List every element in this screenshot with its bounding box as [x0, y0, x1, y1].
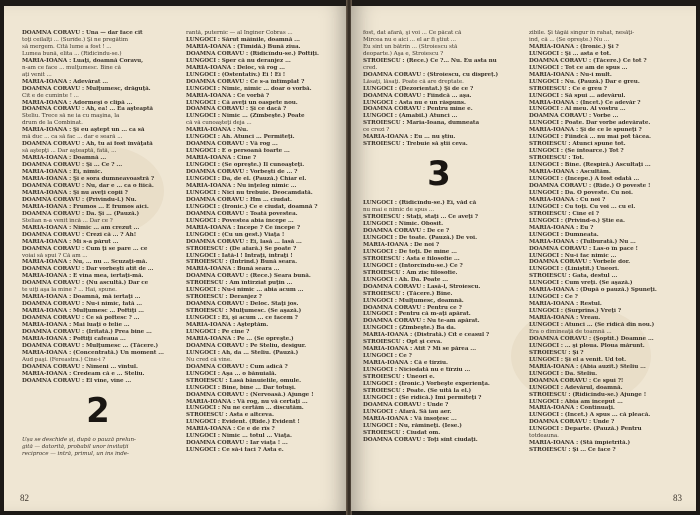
text-line: MARIA-IOANA : Şi de ce le spuneţi ?: [529, 127, 642, 134]
text-line: LUNGOCI : Nu-i fac nimic ...: [529, 252, 617, 259]
text-line: DOAMNA CORAVU : Crezi că ... ? Ah!: [22, 231, 137, 238]
text-line: DOAMNA CORAVU : Mulţumesc, drăguţă.: [22, 85, 151, 92]
text-line: LUNGOCI : Bine, bine ... Dar totuşi.: [186, 384, 296, 391]
text-line: LUNGOCI : (Ridicîndu-se.) Ei, văd că: [363, 200, 477, 207]
text-line: LUNGOCI : Iată-l ! Intraţi, intraţi !: [186, 252, 293, 259]
text-line: voiai să spui ? Că am ...: [22, 252, 88, 259]
text-line: LUNGOCI : Nimic. Obosit.: [363, 221, 443, 228]
text-line: MARIA-IOANA : Nu înţeleg nimic ...: [186, 182, 297, 189]
text-line: DOAMNA CORAVU : Pentru mine e.: [363, 106, 473, 113]
text-line: DOAMNA CORAVU : Cum ţi se pare ... ce: [22, 245, 148, 252]
text-line: MARIA-IOANA : Vă însoţesc ...: [363, 415, 457, 422]
text-line: DOAMNA CORAVU : Dar vorbeşti atît de ...: [22, 266, 154, 273]
text-line: LUNGOCI : Nimic, nimic ... doar o vorbă.: [186, 85, 312, 92]
text-line: LUNGOCI : Ei, şi acum ... ce facem ?: [186, 315, 298, 322]
text-line: MARIA-IOANA : Luaţi, doamnă Coravu,: [22, 57, 144, 64]
left-column-1-text-before: [22, 30, 174, 385]
text-line: LUNGOCI : Abia am început ...: [529, 398, 623, 405]
text-line: MARIA-IOANA : (Tulburată.) Nu ...: [529, 238, 636, 245]
text-line: LUNGOCI : Că aveţi un oaspete nou.: [186, 99, 298, 106]
text-line: MARIA-IOANA : Adormeşi o clipă ...: [22, 99, 133, 106]
text-line: LUNGOCI : De toate. (Pauză.) De voi.: [363, 234, 477, 241]
text-line: STROIESCU : (Intrînd.) Bună seara.: [186, 259, 298, 266]
text-line: DOAMNA CORAVU : Ce spui ?!: [529, 377, 624, 384]
text-line: că vă cunoaşteţi deja ...: [186, 120, 252, 127]
text-line: DOAMNA CORAVU : Cum adică ?: [186, 363, 288, 370]
text-line: DOAMNA CORAVU : Nu-i nimic, fată ...: [22, 301, 143, 308]
page-number: 83: [673, 493, 682, 503]
text-line: DOAMNA CORAVU : Vorbe ...: [529, 113, 619, 120]
text-line: DOAMNA CORAVU : Şi ce dacă ?: [186, 106, 287, 113]
text-line: MARIA-IOANA : Ei, nimic.: [22, 169, 103, 176]
text-line: DOAMNA CORAVU : (Stroiescu, cu dispreț.): [363, 71, 499, 78]
text-line: nu mai e nimic de spus ...: [363, 207, 435, 214]
text-line: LUNGOCI : Nu ne certăm ... discutăm.: [186, 405, 304, 412]
text-line: STROIESCU : Maria-Ioana, dumneata: [363, 120, 480, 127]
text-line: LUNGOCI : Sper că nu deranjez ...: [186, 57, 291, 64]
text-line: DOAMNA CORAVU : (Rîde.) O poveste !: [529, 182, 651, 189]
text-line: LUNGOCI : Nici nu trebuie. Deocamdată.: [186, 189, 313, 196]
text-line: MARIA-IOANA : Doamnă, mă iertaţi ...: [22, 294, 141, 301]
text-line: LUNGOCI : Da, de el. (Pauză.) Chiar el.: [186, 176, 307, 183]
text-line: LUNGOCI : Ce ?: [529, 294, 578, 301]
text-line: LUNGOCI : Pentru că m-aţi apărat.: [363, 311, 471, 318]
text-line: STROIESCU : Asta e filosofie ...: [363, 255, 460, 262]
chapter-marker: 3: [427, 154, 451, 195]
left-page-columns: [22, 30, 338, 457]
text-line: MARIA-IOANA : Începe ? Ce începe ?: [186, 224, 301, 231]
text-line: MARIA-IOANA : Mulţumesc ... Poftiţi ...: [22, 308, 144, 315]
text-line: STROIESCU : (De afară.) Se poate ?: [186, 245, 297, 252]
text-line: STROIESCU : Gata, destul ...: [529, 273, 618, 280]
text-line: DOAMNA CORAVU : Vă rog ...: [186, 141, 278, 148]
text-line: STROIESCU : Am zis: filosofie.: [363, 269, 458, 276]
text-line: STROIESCU : Deranjez ?: [186, 294, 262, 301]
text-line: să aştepţi ... Dar aşteaptă, fată, ...: [22, 148, 117, 155]
text-line: DOAMNA CORAVU : (Iritată.) Prea bine ...: [22, 328, 152, 335]
text-line: MARIA-IOANA : Şi eu aştept un ... ca să: [22, 127, 145, 134]
text-line: MARIA-IOANA : Vă rog, nu vă certaţi ...: [186, 398, 308, 405]
text-line: DOAMNA CORAVU : Toată povestea.: [186, 210, 298, 217]
text-line: STROIESCU : Trebuie să ştii ceva.: [363, 141, 468, 148]
text-line: rantă, puternic — al Inginer Cobras ...: [186, 30, 293, 36]
text-line: DOAMNA CORAVU : (Nu ascultă.) Dar ce: [22, 280, 149, 287]
text-line: LUNGOCI : Şi el a venit. Ud tot.: [529, 356, 627, 363]
text-line: MARIA-IOANA : Nimic ... am crezut ...: [22, 224, 140, 231]
text-line: n-am ce face ... mulţumesc. Bine că: [22, 64, 121, 71]
page-number: 82: [20, 493, 29, 503]
text-line: Stelian n-a venit încă ... Dar ce ?: [22, 217, 113, 224]
text-line: MARIA-IOANA : Ascultăm.: [529, 169, 611, 176]
text-line: MARIA-IOANA : Deloc, vă rog ...: [186, 64, 285, 71]
text-line: DOAMNA CORAVU : Pe Steliu, desigur.: [186, 342, 307, 349]
text-line: LUNGOCI : (Ironic.) Ce e ciudat, doamnă ?: [186, 203, 318, 210]
text-line: LUNGOCI : Al meu. Al vostru ...: [529, 106, 626, 113]
text-line: DOAMNA CORAVU : Deloc. Staţi jos.: [186, 301, 299, 308]
text-line: MARIA-IOANA : Mi s-a părut ...: [22, 238, 119, 245]
text-line: Era o dimineaţă de toamnă ...: [529, 328, 612, 335]
text-line: mă duc ... ca să fac ... dar e seară ...: [22, 134, 123, 141]
text-line: MARIA-IOANA : Şi nu aveţi copii ?: [22, 189, 128, 196]
right-column-1-text-before: [363, 30, 515, 148]
text-line: MARIA-IOANA : Atît ? Mi se părea ...: [363, 346, 476, 353]
text-line: LUNGOCI : E o persoană foarte ...: [186, 148, 290, 155]
text-line: MARIA-IOANA : Cu noi ?: [529, 196, 606, 203]
text-line: DOAMNA CORAVU : (Tăcere.) Ce tot ?: [529, 57, 647, 64]
text-line: LUNGOCI : Ah. Atunci ... Permiteţi.: [186, 134, 295, 141]
text-line: LUNGOCI : Şi ... asta e tot.: [529, 50, 612, 57]
text-line: LUNGOCI : (Ostentativ.) Ei ! Ei !: [186, 71, 286, 78]
text-line: LUNGOCI : Da. Steliu.: [529, 370, 598, 377]
text-line: LUNGOCI : (Liniștit.) Uneori.: [529, 266, 619, 273]
text-line: STROIESCU : Cine el ?: [529, 210, 599, 217]
text-line: MARIA-IOANA : Bună seara ...: [186, 266, 280, 273]
text-line: MARIA-IOANA : Continuaţi.: [529, 405, 615, 412]
text-line: DOAMNA CORAVU : Lasă-l, Stroiescu.: [363, 283, 481, 290]
text-line: MARIA-IOANA : (Încet.) Ce adevăr ?: [529, 99, 641, 106]
text-line: MARIA-IOANA : Credeam că e ... Steliu.: [22, 370, 145, 377]
text-line: DOAMNA CORAVU : Da. Şi ... (Pauză.): [22, 210, 140, 217]
text-line: MARIA-IOANA : (Concentrată.) Un moment ...: [22, 349, 164, 356]
text-line: Steliu. Trece să ne ia cu maşina, la: [22, 113, 120, 120]
text-line: LUNGOCI : Tot ce am de spus ...: [529, 64, 628, 71]
text-line: LUNGOCI : Nimic ... (Zîmbeşte.) Poate: [186, 113, 305, 120]
text-line: DOAMNA CORAVU : (Privindu-l.) Nu.: [22, 196, 137, 203]
text-line: MARIA-IOANA : Nu-i mult.: [529, 71, 612, 78]
text-line: STROIESCU : Opt şi ceva.: [363, 339, 443, 346]
text-line: DOAMNA CORAVU : Vorbele dor.: [529, 259, 630, 266]
text-line: STROIESCU : Staţi, staţi ... Ce aveţi ?: [363, 214, 478, 221]
text-line: DOAMNA CORAVU : Nu, dar e ... ca o fiică.: [22, 182, 154, 189]
text-line: Mircea nu e aici ... el ar fi ştiut ...: [363, 36, 456, 43]
text-line: DOAMNA CORAVU : Fiindcă ... aşa.: [363, 92, 472, 99]
chapter-marker: 2: [86, 390, 110, 431]
text-line: Eu sînt un bătrîn ... (Stroiescu stă: [363, 43, 458, 50]
text-line: Lăsaţi, lăsaţi. Poate că are dreptate.: [363, 78, 464, 85]
text-line: LUNGOCI : Nu, rămîneţi. (Iese.): [363, 422, 462, 429]
text-line: LUNGOCI : Afară. Să iau aer.: [363, 408, 452, 415]
text-line: STROIESCU : (Rece.) Ce ?... Nu. Eu asta nu: [363, 57, 497, 64]
text-line: STROIESCU : Asta e altceva.: [186, 412, 274, 419]
text-line: LUNGOCI : (Se ridică.) Îmi permiteţi ?: [363, 394, 482, 401]
text-line: ce crezi ?: [363, 127, 390, 134]
text-line: LUNGOCI : Povestea abia începe ...: [186, 217, 294, 224]
text-line: MARIA-IOANA : Ce e de rîs ?: [186, 426, 275, 433]
text-line: STROIESCU : Lasă bănuielile, omule.: [186, 377, 301, 384]
text-line: LUNGOCI : Asta nu e un răspuns.: [363, 99, 466, 106]
text-line: LUNGOCI : Evident. (Rîde.) Evident !: [186, 419, 300, 426]
text-line: MARIA-IOANA : E vina mea, iertaţi-mă.: [22, 273, 144, 280]
text-line: LUNGOCI : (Dezorientat.) Şi de ce ?: [363, 85, 474, 92]
text-line: MARIA-IOANA : Restul.: [529, 301, 602, 308]
text-line: STROIESCU : Şi ?: [529, 349, 584, 356]
text-line: MARIA-IOANA : Adevărat ...: [22, 78, 109, 85]
text-line: MARIA-IOANA : De noi ?: [363, 241, 440, 248]
text-line: MARIA-IOANA : Nu.: [186, 127, 248, 134]
text-line: STROIESCU : Am întîrziat puţin ...: [186, 280, 293, 287]
text-line: STROIESCU : Ce e greu ?: [529, 85, 607, 92]
text-line: MARIA-IOANA : (Abia auzit.) Steliu ...: [529, 363, 646, 370]
text-line: MARIA-IOANA : Doamnă ...: [22, 155, 107, 162]
text-line: DOAMNA CORAVU : Ah, ea! ... Ea aşteaptă: [22, 106, 153, 113]
text-line: LUNGOCI : Cu toţi. Cu voi ... cu el.: [529, 203, 636, 210]
text-line: DOAMNA CORAVU : Iar viaţa ! ...: [186, 440, 288, 447]
text-line: DOAMNA CORAVU : (Ridicîndu-se.) Poftiţi.: [186, 50, 319, 57]
text-line: STROIESCU : Atunci spune tot.: [529, 141, 626, 148]
text-line: deoparte.) Aşa e, Stroiescu ?: [363, 50, 444, 57]
text-line: DOAMNA CORAVU : Mulţumesc ... (Tăcere.): [22, 342, 159, 349]
text-line: Aud paşi. (Fereastra.) Cine-i ?: [22, 356, 106, 363]
text-line: MARIA-IOANA : Nu, ... nu ... Scuzaţi-mă.: [22, 259, 148, 266]
text-line: LUNGOCI : Bine. (Respiră.) Ascultaţi ...: [529, 162, 651, 169]
text-line: LUNGOCI : Nimic ... totul ... Viaţa.: [186, 433, 292, 440]
right-page-column-2: [529, 30, 681, 454]
text-line: zibile. Şi tăgăi singur în rahat, nesăţi-: [529, 30, 635, 36]
text-line: MARIA-IOANA : Cine ?: [186, 155, 257, 162]
text-line: STROIESCU : (Tăcere.) Bine.: [363, 290, 453, 297]
text-line: LUNGOCI : ... şi ploua. Ploua mărunt.: [529, 342, 645, 349]
text-line: LUNGOCI : Poate. Dar vorbe adevărate.: [529, 120, 651, 127]
left-page-column-2: [186, 30, 338, 457]
text-line: fost, dat afară, şi voi ... Ce păcat că: [363, 30, 462, 36]
text-line: MARIA-IOANA : Mai luaţi o felie ...: [22, 322, 130, 329]
text-line: DOAMNA CORAVU : Vorbeşti de ... ?: [186, 169, 298, 176]
text-line: DOAMNA CORAVU : Unde ?: [529, 419, 615, 426]
text-line: totdeauna.: [529, 433, 559, 440]
text-line: LUNGOCI : Nu. (Pauză.) Dar e greu.: [529, 78, 640, 85]
text-line: LUNGOCI : (Începe.) A fost odată ...: [529, 176, 640, 183]
text-line: STROIESCU : (Ridicîndu-se.) Ajunge !: [529, 391, 647, 398]
text-line: LUNGOCI : (Surprins.) Vreţi ?: [529, 308, 622, 315]
text-line: MARIA-IOANA : (Timidă.) Bună ziua.: [186, 43, 301, 50]
text-line: MARIA-IOANA : Aşteptăm.: [186, 322, 269, 329]
text-line: Ușa se deschide și, după o pauză prelun-: [22, 436, 136, 443]
text-line: MARIA-IOANA : Şi e sora dumneavoastră ?: [22, 176, 155, 183]
text-line: DOAMNA CORAVU : (Şoptit.) Doamne ...: [529, 335, 654, 342]
text-line: MARIA-IOANA : Ce vorbă ?: [186, 92, 270, 99]
text-line: MARIA-IOANA : (După o pauză.) Spuneţi.: [529, 287, 657, 294]
text-line: DOAMNA CORAVU : Pentru ce ?: [363, 304, 462, 311]
text-line: LUNGOCI : Niciodată nu e tîrziu ...: [363, 367, 471, 374]
text-line: DOAMNA CORAVU : Ah, tu ai fost învăţată: [22, 141, 153, 148]
text-line: LUNGOCI : Ce ?: [363, 353, 412, 360]
text-line: STROIESCU : Şi ... Ce face ?: [529, 447, 616, 454]
text-line: DOAMNA CORAVU : Nu te-am apărat.: [363, 318, 480, 325]
text-line: cred.: [363, 64, 378, 71]
text-line: Lumea bună, elita ... (Ridicîndu-se.): [22, 50, 122, 57]
text-line: LUNGOCI : (Ironic.) Vorbeşte experienţa.: [363, 380, 490, 387]
text-line: LUNGOCI : Aşa ... o bănuială.: [186, 370, 277, 377]
text-line: LUNGOCI : Nu-i nimic ... abia acum ...: [186, 287, 304, 294]
text-line: LUNGOCI : Dumneata.: [529, 231, 599, 238]
text-line: LUNGOCI : De toţi. De mine ...: [363, 248, 457, 255]
text-line: LUNGOCI : (Întorcîndu-se.) Ce ?: [363, 262, 463, 269]
text-line: MARIA-IOANA : Vreau.: [529, 315, 601, 322]
text-line: LUNGOCI : (Zîmbeşte.) Ba da.: [363, 325, 456, 332]
text-line: drum de la Combinat.: [22, 120, 83, 127]
text-line: LUNGOCI : Să spui ... adevărul.: [529, 92, 626, 99]
text-line: STROIESCU : Tot.: [529, 155, 584, 162]
text-line: LUNGOCI : (Cu un gest.) Viaţa !: [186, 231, 285, 238]
text-line: LUNGOCI : Ce să-i faci ? Asta e.: [186, 447, 284, 454]
text-line: LUNGOCI : (Se întoarce.) Tot ?: [529, 148, 624, 155]
text-line: DOAMNA CORAVU : Ce s-a întîmplat ?: [186, 78, 305, 85]
text-line: MARIA-IOANA : Pe ... (Se opreşte.): [186, 335, 294, 342]
text-line: să mergem. Cîtă lume a fost ! ...: [22, 43, 112, 50]
text-line: LUNGOCI : (Încet.) A spus ... că pleacă.: [529, 412, 651, 419]
text-line: DOAMNA CORAVU : Una — dar face cît: [22, 30, 143, 36]
right-column-1-text-after: [363, 200, 515, 443]
text-line: DOAMNA CORAVU : Las-o în pace !: [529, 245, 638, 252]
text-line: DOAMNA CORAVU : De ce ?: [363, 228, 450, 235]
left-page-column-1: [22, 30, 174, 457]
text-line: LUNGOCI : Sărut mâinile, doamnă ...: [186, 36, 300, 43]
text-line: LUNGOCI : Departe. (Pauză.) Pentru: [529, 426, 642, 433]
text-line: LUNGOCI : Ah. Da. Poate ...: [363, 276, 448, 283]
text-line: STROIESCU : Uneori e.: [363, 374, 435, 381]
text-line: gită — datorită, probabil unor invitații: [22, 443, 129, 450]
text-line: LUNGOCI : Atunci ... (Se ridică din nou.): [529, 322, 655, 329]
text-line: LUNGOCI : (Se opreşte.) Îl cunoaşteţi.: [186, 162, 305, 169]
text-line: MARIA-IOANA : Că e tîrziu.: [363, 360, 448, 367]
text-line: DOAMNA CORAVU : Toţi sînt ciudaţi.: [363, 436, 478, 443]
text-line: LUNGOCI : Adevărul, doamnă.: [529, 384, 623, 391]
right-page: [351, 6, 696, 511]
text-line: DOAMNA CORAVU : (Nervoasă.) Ajunge !: [186, 391, 314, 398]
text-line: STROIESCU : Poate. (Se uită la el.): [363, 387, 472, 394]
text-line: LUNGOCI : (Privind-o.) Ştie ea.: [529, 217, 625, 224]
text-line: MARIA-IOANA : Poftiţi cafeaua ...: [22, 335, 126, 342]
text-line: MARIA-IOANA : (Stă împietrită.): [529, 440, 631, 447]
text-line: DOAMNA CORAVU : Hm ... ciudat.: [186, 196, 292, 203]
left-page: [4, 6, 348, 511]
text-line: MARIA-IOANA : (Ironic.) Şi ?: [529, 43, 619, 50]
text-line: STROIESCU : Ciudat om.: [363, 429, 441, 436]
text-line: reciproce — intră, primul, un ins înde-: [22, 450, 129, 457]
text-line: LUNGOCI : Pe cine ?: [186, 328, 250, 335]
text-line: STROIESCU : Mulţumesc. (Se aşază.): [186, 308, 302, 315]
right-page-column-1: [363, 30, 515, 454]
text-line: DOAMNA CORAVU : El vine, vine ...: [22, 377, 132, 384]
text-line: LUNGOCI : Cum vreţi. (Se aşază.): [529, 280, 633, 287]
left-column-1-text-after: [22, 437, 174, 458]
text-line: MARIA-IOANA : Frumos ... E frumos aici.: [22, 203, 149, 210]
text-line: MARIA-IOANA : Eu ?: [529, 224, 594, 231]
right-page-columns: [363, 30, 681, 454]
text-line: LUNGOCI : Mulţumesc, doamnă.: [363, 297, 464, 304]
text-line: DOAMNA CORAVU : Unde ?: [363, 401, 449, 408]
text-line: MARIA-IOANA : Eu ... nu ştiu.: [363, 134, 456, 141]
text-line: DOAMNA CORAVU : Ei, lasă ... lasă ...: [186, 238, 302, 245]
text-line: Nu cred că vine.: [186, 356, 232, 363]
text-line: DOAMNA CORAVU : Şi ... Ce ? ...: [22, 162, 123, 169]
text-line: LUNGOCI : Da. O poveste. Cu noi.: [529, 189, 633, 196]
text-line: LUNGOCI : (Amabil.) Atunci ...: [363, 113, 458, 120]
text-line: LUNGOCI : Fiindcă ... nu mai pot tăcea.: [529, 134, 651, 141]
text-line: DOAMNA CORAVU : Nimeni ... vîntul.: [22, 363, 138, 370]
text-line: MARIA-IOANA : (Distrată.) Cît e ceasul ?: [363, 332, 490, 339]
text-line: DOAMNA CORAVU : Ce să poftesc ? ...: [22, 315, 140, 322]
text-line: te uiţi aşa la mine ? ... Hai, spune.: [22, 287, 117, 294]
text-line: DOAMNA CORAVU : (Rece.) Seara bună.: [186, 273, 311, 280]
text-line: ind, că ... (Se opreşte.) Nu ...: [529, 36, 610, 43]
text-line: Cît e de cuminte ! ...: [22, 92, 79, 99]
text-line: toţi ceilalţi ... (Surîde.) Şi ne pregătim: [22, 36, 129, 43]
text-line: ați venit ...: [22, 71, 52, 78]
text-line: LUNGOCI : Ah, da ... Steliu. (Pauză.): [186, 349, 299, 356]
